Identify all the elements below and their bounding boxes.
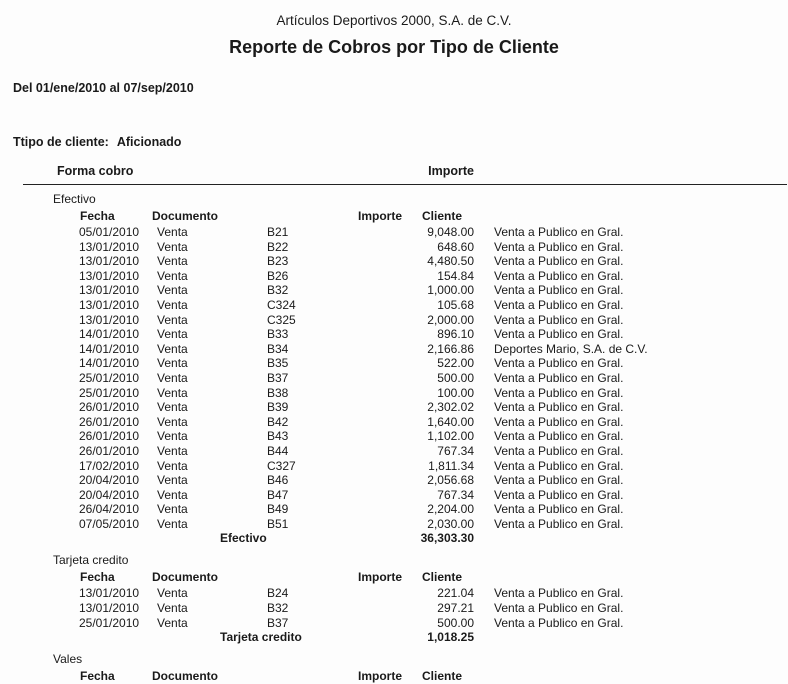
cell-documento-folio: B37	[267, 370, 289, 385]
column-header-documento: Documento	[152, 669, 218, 684]
cell-documento-tipo: Venta	[157, 283, 188, 298]
cell-documento-folio: B32	[267, 283, 289, 298]
cell-cliente: Venta a Publico en Gral.	[494, 356, 624, 371]
cell-fecha: 07/05/2010	[79, 516, 140, 531]
table-row	[0, 283, 788, 298]
cell-fecha: 13/01/2010	[79, 312, 140, 327]
cell-documento-folio: B33	[267, 327, 289, 342]
cell-importe: 2,166.86	[427, 341, 474, 356]
cell-importe: 648.60	[437, 239, 474, 254]
cell-documento-folio: B37	[267, 615, 289, 630]
table-row	[0, 269, 788, 284]
cell-cliente: Deportes Mario, S.A. de C.V.	[494, 341, 648, 356]
cell-importe: 767.34	[437, 487, 474, 502]
cell-cliente: Venta a Publico en Gral.	[494, 502, 624, 517]
cell-documento-tipo: Venta	[157, 297, 188, 312]
cell-fecha: 26/01/2010	[79, 443, 140, 458]
report-title: Reporte de Cobros por Tipo de Cliente	[229, 37, 559, 57]
cell-documento-folio: C325	[267, 312, 296, 327]
cell-documento-folio: B23	[267, 254, 289, 269]
table-row	[0, 459, 788, 474]
column-header-documento: Documento	[152, 209, 218, 223]
section-total-value: 36,303.30	[420, 531, 474, 546]
table-row	[0, 327, 788, 342]
table-row	[0, 356, 788, 371]
section-name: Efectivo	[53, 192, 96, 206]
cell-documento-folio: B44	[267, 443, 289, 458]
column-header-cliente: Cliente	[422, 209, 463, 223]
cell-fecha: 14/01/2010	[79, 356, 140, 371]
cell-importe: 154.84	[437, 268, 474, 283]
table-row	[0, 429, 788, 444]
cell-documento-folio: B35	[267, 356, 289, 371]
cell-documento-folio: B51	[267, 516, 289, 531]
cell-fecha: 26/01/2010	[79, 400, 140, 415]
cell-fecha: 13/01/2010	[79, 586, 140, 601]
cell-cliente: Venta a Publico en Gral.	[494, 254, 624, 269]
cell-cliente: Venta a Publico en Gral.	[494, 239, 624, 254]
cell-fecha: 13/01/2010	[79, 254, 140, 269]
cell-fecha: 26/01/2010	[79, 414, 140, 429]
cell-documento-tipo: Venta	[157, 516, 188, 531]
cell-documento-folio: B43	[267, 429, 289, 444]
cell-documento-tipo: Venta	[157, 268, 188, 283]
cell-fecha: 25/01/2010	[79, 370, 140, 385]
sections-container	[0, 192, 788, 684]
cell-documento-tipo: Venta	[157, 341, 188, 356]
cell-cliente: Venta a Publico en Gral.	[494, 370, 624, 385]
payment-section	[0, 192, 788, 546]
table-row	[0, 400, 788, 415]
client-type-label: Ttipo de cliente:	[13, 135, 109, 149]
cell-cliente: Venta a Publico en Gral.	[494, 429, 624, 444]
cell-importe: 2,056.68	[427, 473, 474, 488]
cell-cliente: Venta a Publico en Gral.	[494, 487, 624, 502]
cell-importe: 1,000.00	[427, 283, 474, 298]
cell-documento-tipo: Venta	[157, 370, 188, 385]
company-name: Artículos Deportivos 2000, S.A. de C.V.	[276, 13, 512, 28]
column-header-importe: Importe	[357, 669, 402, 684]
header-divider	[23, 184, 787, 185]
table-row	[0, 616, 788, 631]
cell-documento-tipo: Venta	[157, 458, 188, 473]
cell-importe: 1,640.00	[427, 414, 474, 429]
cell-documento-tipo: Venta	[157, 312, 188, 327]
table-row	[0, 601, 788, 616]
cell-documento-tipo: Venta	[157, 400, 188, 415]
cell-cliente: Venta a Publico en Gral.	[494, 443, 624, 458]
table-row	[0, 313, 788, 328]
column-header-fecha: Fecha	[80, 570, 115, 585]
cell-fecha: 13/01/2010	[79, 601, 140, 616]
cell-documento-tipo: Venta	[157, 414, 188, 429]
column-header-fecha: Fecha	[80, 209, 115, 223]
column-header-cliente: Cliente	[422, 570, 463, 585]
cell-cliente: Venta a Publico en Gral.	[494, 586, 624, 601]
table-row	[0, 586, 788, 601]
cell-documento-tipo: Venta	[157, 254, 188, 269]
cell-cliente: Venta a Publico en Gral.	[494, 414, 624, 429]
column-header-cliente: Cliente	[422, 669, 463, 684]
cell-fecha: 14/01/2010	[79, 327, 140, 342]
cell-fecha: 14/01/2010	[79, 341, 140, 356]
payment-section	[0, 553, 788, 645]
cell-cliente: Venta a Publico en Gral.	[494, 268, 624, 283]
section-name: Tarjeta credito	[53, 553, 129, 568]
cell-cliente: Venta a Publico en Gral.	[494, 225, 624, 239]
column-header-importe: Importe	[357, 570, 402, 585]
cell-importe: 100.00	[437, 385, 474, 400]
cell-importe: 1,811.34	[428, 458, 474, 473]
cell-documento-folio: C327	[267, 458, 296, 473]
cell-documento-tipo: Venta	[157, 429, 188, 444]
cell-importe: 1,102.00	[427, 429, 474, 444]
cell-cliente: Venta a Publico en Gral.	[494, 601, 624, 616]
cell-importe: 4,480.50	[427, 254, 474, 269]
cell-documento-folio: B34	[267, 341, 289, 356]
table-row	[0, 371, 788, 386]
cell-importe: 896.10	[437, 327, 474, 342]
importe-header: Importe	[428, 164, 474, 178]
cell-documento-folio: B47	[267, 487, 289, 502]
cell-documento-tipo: Venta	[157, 615, 188, 630]
section-name: Vales	[53, 652, 83, 667]
table-row	[0, 225, 788, 240]
cell-documento-folio: B38	[267, 385, 289, 400]
column-header-row	[0, 570, 788, 585]
cell-documento-folio: C324	[267, 297, 296, 312]
cell-documento-tipo: Venta	[157, 586, 188, 601]
section-total-row	[0, 531, 788, 546]
cell-documento-folio: B21	[267, 225, 289, 239]
cell-documento-folio: B22	[267, 239, 289, 254]
cell-documento-tipo: Venta	[157, 356, 188, 371]
section-total-label: Efectivo	[220, 531, 267, 546]
forma-cobro-header: Forma cobro	[57, 164, 134, 178]
cell-fecha: 26/01/2010	[79, 429, 140, 444]
table-row	[0, 342, 788, 357]
cell-documento-folio: B32	[267, 601, 289, 616]
cell-importe: 9,048.00	[427, 225, 474, 239]
client-type-line	[13, 135, 788, 149]
cell-cliente: Venta a Publico en Gral.	[494, 312, 624, 327]
cell-documento-tipo: Venta	[157, 601, 188, 616]
table-row	[0, 298, 788, 313]
cell-documento-folio: B46	[267, 473, 289, 488]
payment-section	[0, 652, 788, 684]
cell-fecha: 13/01/2010	[79, 268, 140, 283]
table-row	[0, 254, 788, 269]
cell-cliente: Venta a Publico en Gral.	[494, 615, 624, 630]
date-range: Del 01/ene/2010 al 07/sep/2010	[13, 81, 194, 95]
cell-importe: 105.68	[437, 297, 474, 312]
column-header-importe: Importe	[357, 209, 402, 223]
cell-cliente: Venta a Publico en Gral.	[494, 458, 624, 473]
cell-documento-folio: B39	[267, 400, 289, 415]
cell-fecha: 17/02/2010	[79, 458, 140, 473]
column-header-row	[0, 669, 788, 684]
section-total-row	[0, 630, 788, 645]
cell-documento-folio: B24	[267, 586, 289, 601]
table-row	[0, 502, 788, 517]
cell-documento-tipo: Venta	[157, 502, 188, 517]
table-header-row	[0, 164, 788, 179]
cell-importe: 2,030.00	[427, 516, 474, 531]
table-row	[0, 386, 788, 401]
cell-cliente: Venta a Publico en Gral.	[494, 327, 624, 342]
cell-importe: 2,302.02	[427, 400, 474, 415]
cell-cliente: Venta a Publico en Gral.	[494, 400, 624, 415]
section-total-label: Tarjeta credito	[220, 630, 302, 645]
cell-importe: 221.04	[437, 586, 474, 601]
cell-importe: 2,000.00	[427, 312, 474, 327]
cell-importe: 522.00	[437, 356, 474, 371]
cell-cliente: Venta a Publico en Gral.	[494, 283, 624, 298]
section-total-value: 1,018.25	[427, 630, 474, 645]
cell-fecha: 26/04/2010	[79, 502, 140, 517]
table-row	[0, 415, 788, 430]
table-row	[0, 444, 788, 459]
table-row	[0, 488, 788, 503]
cell-cliente: Venta a Publico en Gral.	[494, 473, 624, 488]
cell-documento-tipo: Venta	[157, 225, 188, 239]
cell-importe: 297.21	[437, 601, 474, 616]
cell-fecha: 20/04/2010	[79, 487, 140, 502]
cell-importe: 500.00	[437, 370, 474, 385]
cell-fecha: 13/01/2010	[79, 239, 140, 254]
cell-documento-folio: B42	[267, 414, 289, 429]
column-header-row	[0, 209, 788, 224]
cell-documento-folio: B26	[267, 268, 289, 283]
column-header-documento: Documento	[152, 570, 218, 585]
table-row	[0, 473, 788, 488]
cell-documento-tipo: Venta	[157, 487, 188, 502]
cell-documento-tipo: Venta	[157, 239, 188, 254]
cell-documento-tipo: Venta	[157, 473, 188, 488]
cell-documento-folio: B49	[267, 502, 289, 517]
cell-cliente: Venta a Publico en Gral.	[494, 516, 624, 531]
column-header-fecha: Fecha	[80, 669, 115, 684]
cell-documento-tipo: Venta	[157, 327, 188, 342]
cell-cliente: Venta a Publico en Gral.	[494, 385, 624, 400]
cell-importe: 767.34	[437, 443, 474, 458]
cell-importe: 2,204.00	[427, 502, 474, 517]
table-row	[0, 517, 788, 532]
cell-documento-tipo: Venta	[157, 385, 188, 400]
cell-fecha: 13/01/2010	[79, 297, 140, 312]
cell-fecha: 13/01/2010	[79, 283, 140, 298]
cell-fecha: 20/04/2010	[79, 473, 140, 488]
cell-cliente: Venta a Publico en Gral.	[494, 297, 624, 312]
cell-documento-tipo: Venta	[157, 443, 188, 458]
client-type-value: Aficionado	[116, 135, 182, 149]
table-row	[0, 240, 788, 255]
cell-importe: 500.00	[437, 615, 474, 630]
cell-fecha: 25/01/2010	[79, 385, 140, 400]
cell-fecha: 25/01/2010	[79, 615, 140, 630]
cell-fecha: 05/01/2010	[79, 225, 140, 239]
